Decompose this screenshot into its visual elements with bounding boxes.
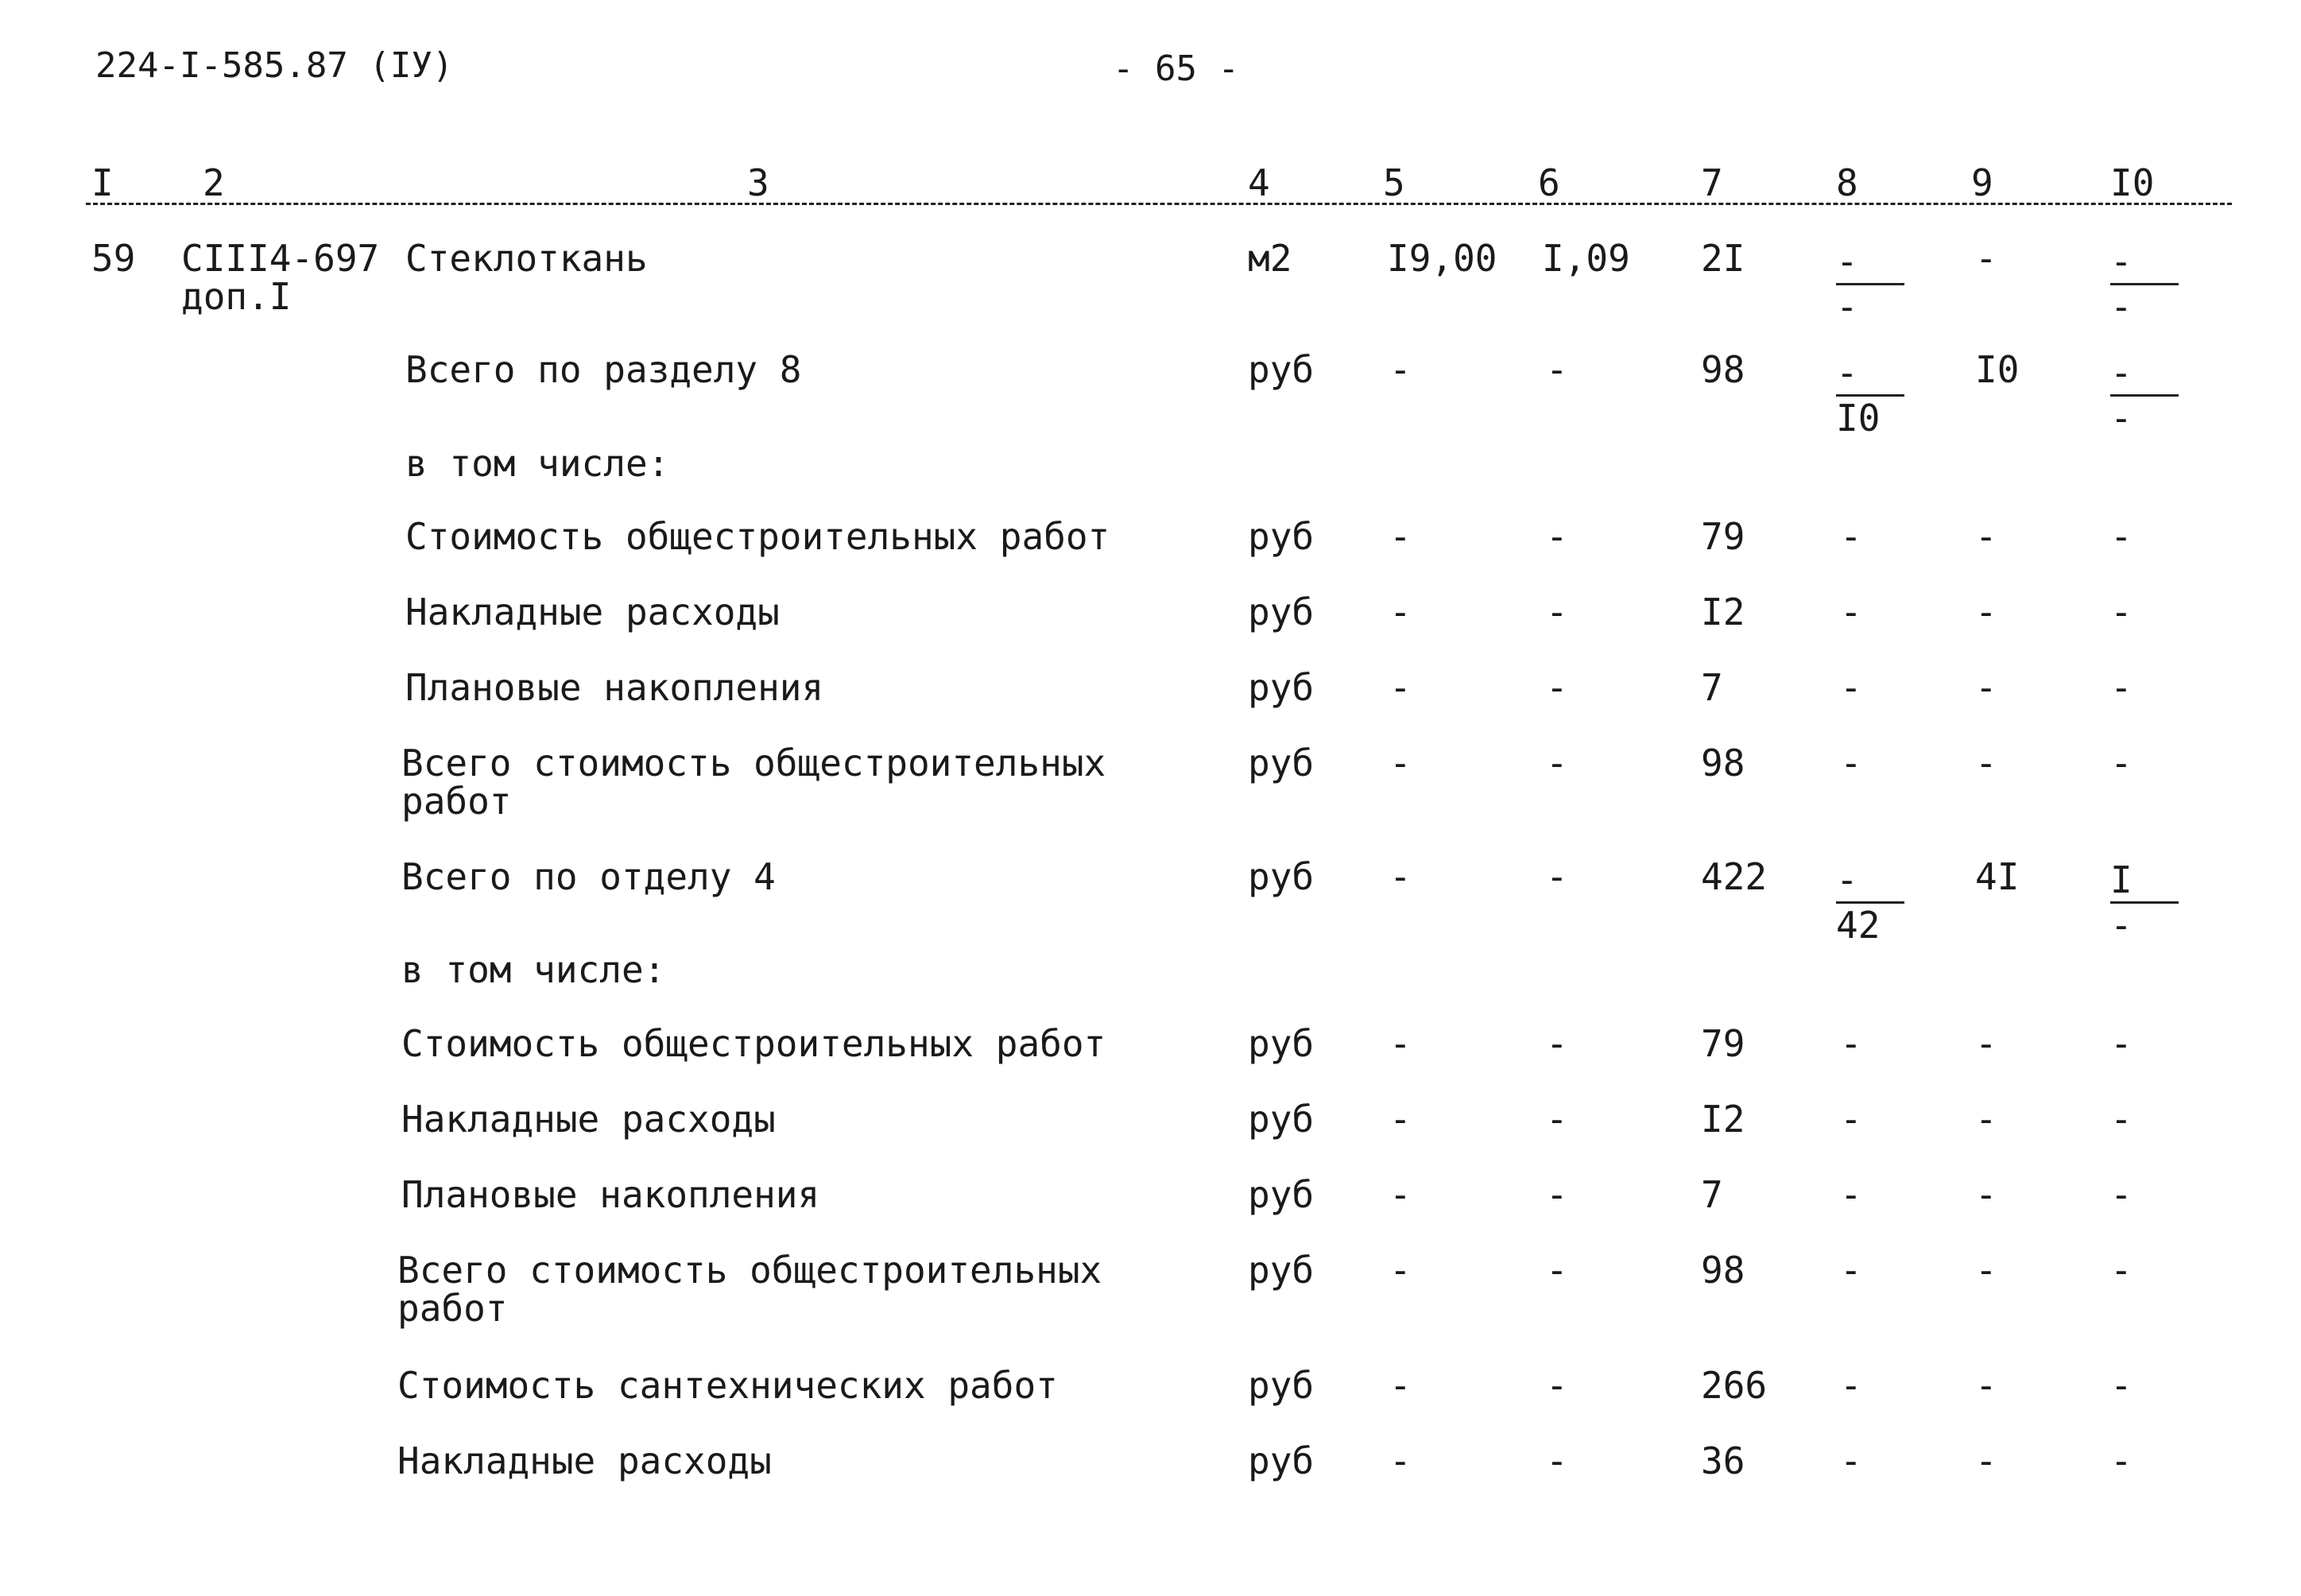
- col8-value: -: [1840, 1249, 1862, 1292]
- fraction-numerator: -: [1836, 858, 1858, 901]
- col6-value: -: [1546, 1439, 1568, 1482]
- row-label: Всего стоимость общестроительных: [397, 1249, 1102, 1292]
- fraction-denominator: -: [1836, 285, 1858, 328]
- col9-value: -: [1975, 237, 1997, 280]
- unit: руб: [1248, 855, 1315, 898]
- fraction-numerator: -: [1836, 240, 1858, 283]
- col10-value: -: [2110, 515, 2132, 558]
- column-number: 4: [1248, 161, 1270, 204]
- col9-value: -: [1975, 1022, 1997, 1065]
- unit: руб: [1248, 742, 1315, 784]
- total-cost: 266: [1701, 1364, 1768, 1407]
- unit: руб: [1248, 1173, 1315, 1216]
- unit: руб: [1248, 1364, 1315, 1407]
- row-label-continuation: работ: [401, 780, 512, 823]
- unit: руб: [1248, 591, 1315, 633]
- total-cost: 79: [1701, 1022, 1745, 1065]
- unit: руб: [1248, 348, 1315, 391]
- col5-value: -: [1389, 515, 1412, 558]
- fraction-denominator: -: [2110, 285, 2132, 328]
- col9-value: -: [1975, 1249, 1997, 1292]
- col6-value: -: [1546, 742, 1568, 784]
- col8-value: -: [1840, 1098, 1862, 1141]
- col5-value: -: [1389, 1364, 1412, 1407]
- unit: руб: [1248, 1439, 1315, 1482]
- col5-value: -: [1389, 855, 1412, 898]
- price-code-supplement: доп.I: [181, 275, 292, 318]
- col5-value: -: [1389, 1098, 1412, 1141]
- row-label-continuation: работ: [397, 1287, 508, 1330]
- col10-value: -: [2110, 1022, 2132, 1065]
- row-label: Накладные расходы: [401, 1098, 776, 1141]
- fraction-numerator: -: [2110, 240, 2132, 283]
- total-cost: 98: [1701, 742, 1745, 784]
- col10-value: -: [2110, 591, 2132, 633]
- row-label: Накладные расходы: [397, 1439, 772, 1482]
- col10-fraction: [2110, 240, 2179, 328]
- quantity: I,09: [1542, 237, 1630, 280]
- column-number: I0: [2110, 161, 2155, 204]
- including-label: в том числе:: [405, 442, 670, 485]
- col6-value: -: [1546, 1022, 1568, 1065]
- col9-value: -: [1975, 1098, 1997, 1141]
- fraction-denominator: -: [2110, 397, 2132, 440]
- col10-value: -: [2110, 1098, 2132, 1141]
- col8-value: -: [1840, 666, 1862, 709]
- column-number: I: [91, 161, 114, 204]
- fraction-numerator: -: [2110, 351, 2132, 394]
- total-cost: 98: [1701, 348, 1745, 391]
- row-number: 59: [91, 237, 136, 280]
- col8-value: -: [1840, 1022, 1862, 1065]
- col9-value: -: [1975, 742, 1997, 784]
- row-label: Всего по отделу 4: [401, 855, 776, 898]
- col5-value: -: [1389, 666, 1412, 709]
- column-number: 3: [747, 161, 769, 204]
- col10-fraction: [2110, 351, 2179, 440]
- row-label: Накладные расходы: [405, 591, 780, 633]
- col8-value: -: [1840, 1364, 1862, 1407]
- col9-value: -: [1975, 591, 1997, 633]
- fraction-denominator: 42: [1836, 904, 1881, 947]
- total-cost: I2: [1701, 591, 1745, 633]
- row-label: Стоимость общестроительных работ: [401, 1022, 1106, 1065]
- column-number: 7: [1701, 161, 1723, 204]
- col6-value: -: [1546, 855, 1568, 898]
- row-label: Стоимость сантехнических работ: [397, 1364, 1058, 1407]
- column-number: 8: [1836, 161, 1858, 204]
- row-label: Всего по разделу 8: [405, 348, 802, 391]
- fraction-numerator: -: [1836, 351, 1858, 394]
- column-number: 9: [1971, 161, 1993, 204]
- total-cost: 7: [1701, 666, 1723, 709]
- column-number: 2: [203, 161, 225, 204]
- header-underline: [86, 203, 2232, 205]
- unit: руб: [1248, 1022, 1315, 1065]
- including-label: в том числе:: [401, 948, 666, 991]
- total-cost: 79: [1701, 515, 1745, 558]
- total-cost: 98: [1701, 1249, 1745, 1292]
- col9-value: 4I: [1975, 855, 2020, 898]
- col6-value: -: [1546, 1098, 1568, 1141]
- total-cost: 36: [1701, 1439, 1745, 1482]
- total-cost: 2I: [1701, 237, 1745, 280]
- row-label: Плановые накопления: [405, 666, 824, 709]
- col9-value: -: [1975, 1364, 1997, 1407]
- row-label: Плановые накопления: [401, 1173, 820, 1216]
- unit: руб: [1248, 1098, 1315, 1141]
- col6-value: -: [1546, 515, 1568, 558]
- col6-value: -: [1546, 666, 1568, 709]
- unit: руб: [1248, 1249, 1315, 1292]
- col6-value: -: [1546, 1249, 1568, 1292]
- document-code: 224-I-585.87 (IУ): [95, 45, 454, 86]
- col8-value: -: [1840, 591, 1862, 633]
- col5-value: -: [1389, 1249, 1412, 1292]
- col8-fraction: [1836, 240, 1904, 328]
- col9-value: -: [1975, 515, 1997, 558]
- unit: м2: [1248, 237, 1292, 280]
- col9-value: -: [1975, 1173, 1997, 1216]
- col8-fraction: [1836, 351, 1904, 440]
- column-number: 6: [1538, 161, 1560, 204]
- fraction-denominator: I0: [1836, 397, 1881, 440]
- col10-fraction: [2110, 858, 2179, 947]
- col9-value: -: [1975, 666, 1997, 709]
- col8-value: -: [1840, 1439, 1862, 1482]
- item-name: Стеклоткань: [405, 237, 648, 280]
- fraction-numerator: I: [2110, 858, 2132, 901]
- col8-fraction: [1836, 858, 1904, 947]
- col6-value: -: [1546, 591, 1568, 633]
- page-number: - 65 -: [1113, 48, 1239, 89]
- col10-value: -: [2110, 1173, 2132, 1216]
- col5-value: -: [1389, 591, 1412, 633]
- row-label: Всего стоимость общестроительных: [401, 742, 1106, 784]
- col5-value: -: [1389, 742, 1412, 784]
- col10-value: -: [2110, 1439, 2132, 1482]
- col8-value: -: [1840, 742, 1862, 784]
- col9-value: -: [1975, 1439, 1997, 1482]
- col6-value: -: [1546, 1364, 1568, 1407]
- col8-value: -: [1840, 515, 1862, 558]
- col8-value: -: [1840, 1173, 1862, 1216]
- total-cost: I2: [1701, 1098, 1745, 1141]
- fraction-denominator: -: [2110, 904, 2132, 947]
- col10-value: -: [2110, 1364, 2132, 1407]
- col10-value: -: [2110, 1249, 2132, 1292]
- col6-value: -: [1546, 348, 1568, 391]
- col6-value: -: [1546, 1173, 1568, 1216]
- column-number: 5: [1383, 161, 1405, 204]
- col5-value: -: [1389, 1173, 1412, 1216]
- unit-price: I9,00: [1387, 237, 1497, 280]
- unit: руб: [1248, 666, 1315, 709]
- col10-value: -: [2110, 666, 2132, 709]
- col5-value: -: [1389, 1439, 1412, 1482]
- col9-value: I0: [1975, 348, 2020, 391]
- col5-value: -: [1389, 1022, 1412, 1065]
- col10-value: -: [2110, 742, 2132, 784]
- total-cost: 7: [1701, 1173, 1723, 1216]
- row-label: Стоимость общестроительных работ: [405, 515, 1110, 558]
- price-code: СIII4-697: [181, 237, 380, 280]
- col5-value: -: [1389, 348, 1412, 391]
- total-cost: 422: [1701, 855, 1768, 898]
- unit: руб: [1248, 515, 1315, 558]
